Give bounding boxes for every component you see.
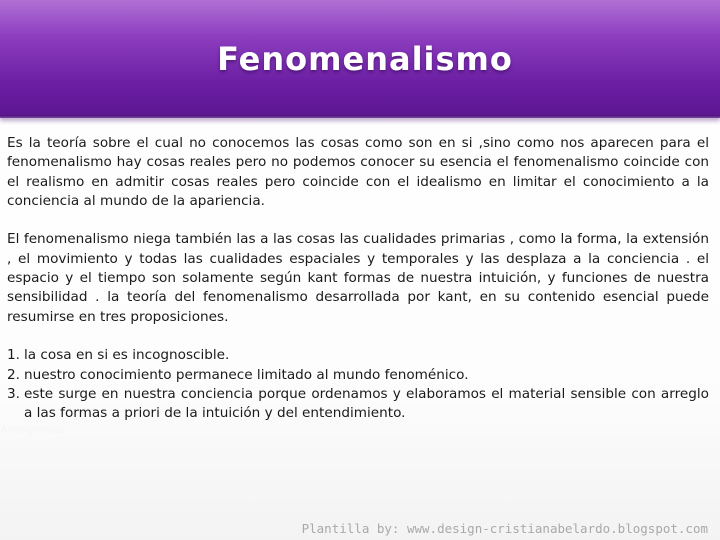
list-item-number: 2. [7,366,20,383]
list-item [7,385,709,424]
list-item-number: 1. [7,347,20,364]
list-item [7,366,709,385]
slide-title: Fenomenalismo [217,40,513,78]
faint-watermark: Anonymous [0,423,65,436]
slide-body [7,134,709,423]
paragraph-definition: Es la teoría sobre el cual no conocemos las cosas como son en si ,sino como nos aparecen para el fenomenalismo hay cosas reales pero no podemos conocer su esencia el fenomenalismo coincide con el realismo en admitir cosas reales pero coincide con el idealismo en limitar el conocimiento a la conciencia al mundo de la apariencia. [7,135,709,209]
list-item-text: nuestro conocimiento permanece limitado al mundo fenoménico. [24,366,469,383]
propositions-list [7,346,709,423]
list-item-number: 3. [7,385,20,402]
list-item-text: la cosa en si es incognoscible. [24,347,230,364]
list-item [7,346,709,365]
list-item-text: este surge en nuestra conciencia porque ordenamos y elaboramos el material sensible con arreglo a las formas a priori de la intuición y del entendimiento. [24,385,709,422]
title-banner [0,0,720,118]
paragraph-kant: El fenomenalismo niega también las a las cosas las cualidades primarias , como la forma, la extensión , el movimiento y todas las cualidades espaciales y temporales y las desplaza a la conciencia . el espacio y el tiempo son solamente según kant formas de nuestra intuición, y funciones de nuestra sensibilidad . la teoría del fenomenalismo desarrollada por kant, en su contenido esencial puede resumirse en tres proposiciones. [7,231,709,325]
template-credit: Plantilla by: www.design-cristianabelardo.blogspot.com [301,521,708,536]
